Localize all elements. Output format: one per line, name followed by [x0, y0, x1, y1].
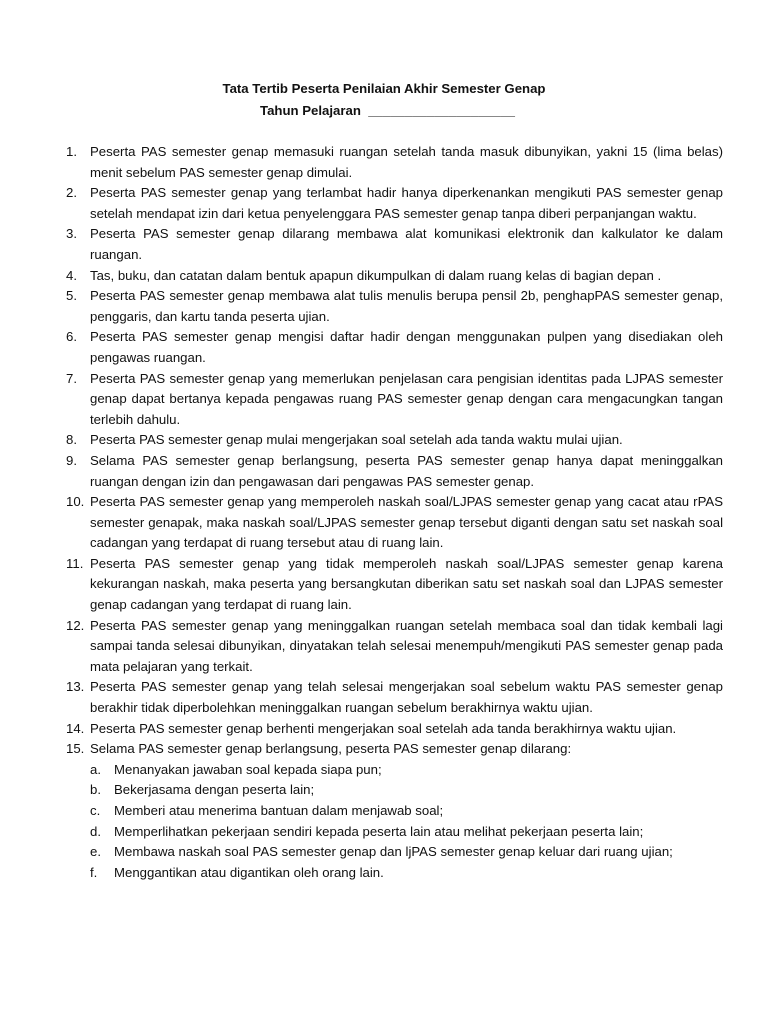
rule-number: 12.	[66, 617, 85, 633]
rule-number: 10.	[66, 494, 85, 510]
sub-list-item	[90, 822, 723, 843]
rule-number: 2.	[66, 185, 77, 201]
document-title: Tata Tertib Peserta Penilaian Akhir Semester Genap	[222, 81, 546, 96]
rule-item	[66, 369, 723, 431]
sub-list-letter: b.	[90, 782, 101, 798]
rule-text: Peserta PAS semester genap membawa alat tulis menulis berupa pensil 2b, penghapPAS semester genap, penggaris, dan kartu tanda peserta ujian.	[90, 288, 723, 324]
sub-list-text: Bekerjasama dengan peserta lain;	[114, 782, 315, 798]
rule-number: 1.	[66, 144, 77, 159]
rule-item	[66, 719, 723, 740]
rule-text: Peserta PAS semester genap yang terlambat hadir hanya diperkenankan mengikuti PAS semester genap setelah mendapat izin dari ketua penyelenggara PAS semester genap tanpa diberi perpanjangan waktu.	[90, 185, 723, 221]
rule-item	[66, 554, 723, 616]
rule-text: Peserta PAS semester genap yang memerlukan penjelasan cara pengisian identitas pada LJPAS semester genap dapat bertanya kepada pengawas ruang PAS semester genap dengan cara mengacungkan tangan terlebih dahulu.	[90, 370, 723, 427]
rules-list	[66, 142, 723, 883]
sub-list-item	[90, 780, 723, 801]
sub-list-text: Memperlihatkan pekerjaan sendiri kepada peserta lain atau melihat pekerjaan peserta lain;	[114, 823, 644, 839]
rule-item	[66, 286, 723, 327]
rule-text: Tas, buku, dan catatan dalam bentuk apapun dikumpulkan di dalam ruang kelas di bagian depan .	[90, 267, 662, 283]
sub-list-letter: c.	[90, 803, 101, 818]
rule-number: 3.	[66, 226, 77, 242]
rule-number: 5.	[66, 288, 77, 304]
rule-number: 6.	[66, 329, 77, 345]
rule-text: Peserta PAS semester genap memasuki ruangan setelah tanda masuk dibunyikan, yakni 15 (lima belas) menit sebelum PAS semester genap dimulai.	[90, 144, 723, 180]
rule-item	[66, 183, 723, 224]
prohibited-actions-list	[90, 760, 723, 884]
rule-text: Peserta PAS semester genap mengisi daftar hadir dengan menggunakan pulpen yang disediakan oleh pengawas ruangan.	[90, 329, 723, 365]
rule-text: Peserta PAS semester genap yang meninggalkan ruangan setelah membaca soal dan tidak kembali lagi sampai tanda selesai dibunyikan, dinyatakan telah selesai menempuh/mengikuti PAS semester genap pada mata pelajaran yang terkait.	[90, 617, 723, 674]
rule-number: 14.	[66, 720, 85, 736]
rule-number: 8.	[66, 432, 77, 448]
rule-item	[66, 616, 723, 678]
rule-text: Peserta PAS semester genap dilarang membawa alat komunikasi elektronik dan kalkulator ke dalam ruangan.	[90, 226, 723, 262]
sub-list-letter: a.	[90, 761, 101, 777]
academic-year-line: Tahun Pelajaran ____________________	[260, 103, 515, 118]
sub-list-text: Memberi atau menerima bantuan dalam menjawab soal;	[114, 803, 444, 818]
rule-text: Selama PAS semester genap berlangsung, peserta PAS semester genap hanya dapat meninggalkan ruangan dengan izin dan pengawasan dari pengawas PAS semester genap.	[90, 452, 723, 489]
rule-number: 4.	[66, 267, 77, 283]
rule-number: 7.	[66, 370, 77, 386]
sub-list-item	[90, 842, 723, 863]
rule-item	[66, 327, 723, 368]
sub-list-letter: f.	[90, 864, 98, 880]
sub-list-text: Menggantikan atau digantikan oleh orang lain.	[114, 864, 384, 880]
sub-list-indent	[66, 760, 90, 884]
rule-number: 15.	[66, 741, 85, 757]
rule-item	[66, 677, 723, 718]
sub-list-letter: d.	[90, 823, 101, 839]
sub-list-item	[90, 863, 723, 884]
sub-list-letter: e.	[90, 844, 101, 860]
sub-list-item	[90, 760, 723, 781]
rule-item	[66, 266, 723, 287]
sub-list-wrapper	[66, 760, 723, 884]
rule-text: Peserta PAS semester genap mulai mengerjakan soal setelah ada tanda waktu mulai ujian.	[90, 432, 623, 448]
rule-item	[66, 451, 723, 492]
rule-text: Peserta PAS semester genap yang telah selesai mengerjakan soal sebelum waktu PAS semester genap berakhir tidak diperbolehkan meninggalkan ruangan sebelum berakhirnya waktu ujian.	[90, 679, 723, 716]
rule-text: Peserta PAS semester genap yang memperoleh naskah soal/LJPAS semester genap yang cacat atau rPAS semester genapak, maka naskah soal/LJPAS semester genap tersebut diganti dengan satu set naskah soal cadangan yang terdapat di ruang tersebut atau di ruang lain.	[90, 494, 723, 551]
rule-number: 13.	[66, 679, 85, 695]
rule-item	[66, 739, 723, 760]
rule-number: 11.	[66, 555, 84, 571]
rule-item	[66, 430, 723, 451]
rule-item	[66, 224, 723, 265]
rule-item	[66, 142, 723, 183]
rule-text: Peserta PAS semester genap berhenti mengerjakan soal setelah ada tanda berakhirnya waktu ujian.	[90, 720, 677, 736]
sub-list-item	[90, 801, 723, 822]
sub-list-text: Menanyakan jawaban soal kepada siapa pun;	[114, 761, 382, 777]
rule-item	[66, 492, 723, 554]
sub-list-text: Membawa naskah soal PAS semester genap dan ljPAS semester genap keluar dari ruang ujian;	[114, 844, 673, 860]
rule-number: 9.	[66, 452, 77, 468]
rule-text: Peserta PAS semester genap yang tidak memperoleh naskah soal/LJPAS semester genap karena kekurangan naskah, maka peserta yang bersangkutan diberikan satu set naskah soal dan LJPAS semester genap cadangan yang terdapat di ruang lain.	[90, 555, 723, 613]
rule-text: Selama PAS semester genap berlangsung, peserta PAS semester genap dilarang:	[90, 741, 572, 757]
